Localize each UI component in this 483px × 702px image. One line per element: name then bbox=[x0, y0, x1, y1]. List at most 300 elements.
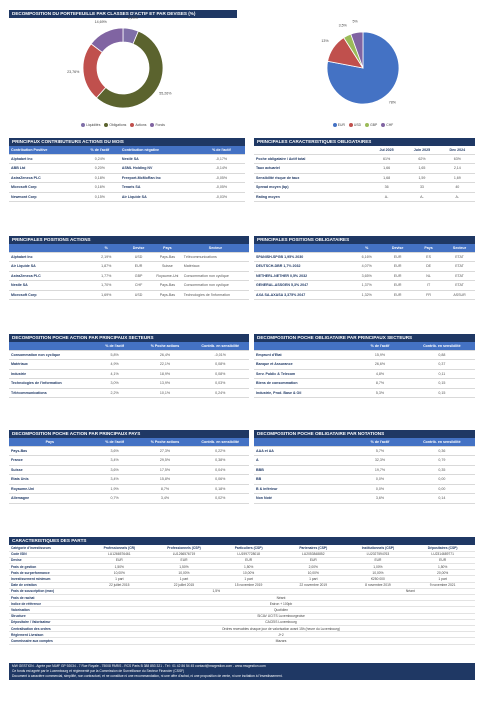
table-row bbox=[254, 388, 475, 398]
pie-data-label: 3,5% bbox=[338, 23, 347, 28]
cell: NETHERL-NETHER 0,5% 2032 bbox=[254, 271, 351, 281]
legend-label: CHF bbox=[386, 123, 394, 127]
cell: LU1266576461 bbox=[87, 551, 152, 557]
pie-data-label: 5% bbox=[352, 19, 358, 24]
cell: 0,00 bbox=[409, 475, 475, 485]
cell: 4,07% bbox=[351, 262, 382, 272]
cell: -0,03% bbox=[198, 192, 245, 202]
table-row bbox=[9, 388, 249, 398]
cell: 1 part bbox=[410, 576, 475, 582]
cell: 0,15% bbox=[80, 192, 120, 202]
legend-swatch bbox=[381, 123, 385, 127]
share-classes-panel bbox=[9, 537, 475, 645]
table-row bbox=[254, 475, 475, 485]
row-label: Dépositaire / Valorisateur bbox=[9, 619, 87, 625]
cell: Matériaux bbox=[9, 360, 91, 370]
legend-item bbox=[333, 123, 345, 127]
col-header bbox=[254, 146, 369, 154]
cell: AstraZeneca PLC bbox=[9, 173, 80, 183]
table-row bbox=[9, 638, 475, 644]
cell: 63% bbox=[440, 154, 475, 164]
col-header bbox=[9, 342, 91, 350]
cell: 29,5% bbox=[139, 456, 192, 466]
legend-item bbox=[81, 123, 100, 127]
cell: Freeport-McMoRan Inc bbox=[120, 173, 198, 183]
col-header bbox=[9, 244, 88, 252]
col-header: Contribution Positive bbox=[9, 146, 80, 154]
cell: Tenaris SA bbox=[120, 183, 198, 193]
row-label: Règlement Livraison bbox=[9, 632, 87, 638]
contributors-panel bbox=[9, 138, 245, 202]
cell: LU1997728018 bbox=[216, 551, 281, 557]
cell: 6,16% bbox=[351, 252, 382, 262]
row-label: Frais de souscription (max) bbox=[9, 588, 87, 594]
cell: 1,37% bbox=[351, 281, 382, 291]
bond-characteristics-panel bbox=[254, 138, 475, 202]
cell: SICAV UCITS Luxembourgeoise bbox=[87, 613, 475, 619]
cell: 1,66 bbox=[369, 164, 404, 174]
cell: EUR bbox=[382, 290, 413, 300]
legend-label: Liquidités bbox=[86, 123, 101, 127]
footer-address: MW GESTION - Agrée par l'AMF GP 92034 - 7 Rue Royale - 75008 PARIS - RCS Paris B 388 853 321 - Tél : 01 42 86 54 45 contact@mwgestion.com - www.mwgestion.com bbox=[12, 664, 266, 668]
legend-item bbox=[381, 123, 393, 127]
table-row bbox=[9, 290, 249, 300]
table-row bbox=[9, 164, 245, 174]
cell: 0,36 bbox=[409, 446, 475, 456]
col-header: Pays bbox=[153, 244, 182, 252]
cell: 20,00% bbox=[410, 570, 475, 576]
cell: USD bbox=[124, 252, 153, 262]
col-header: % bbox=[351, 244, 382, 252]
cell: 0,24% bbox=[191, 388, 249, 398]
cell: 3,65% bbox=[351, 271, 382, 281]
cell: -0,01% bbox=[191, 350, 249, 360]
row-label: Commissaire aux comptes bbox=[9, 638, 87, 644]
bond-characteristics-title: PRINCIPALES CARACTERISTIQUES OBLIGATAIRES bbox=[254, 138, 475, 146]
cell: 0,06% bbox=[191, 475, 249, 485]
cell: 33 bbox=[404, 183, 439, 193]
cell: 18,9% bbox=[139, 369, 192, 379]
bond-sectors-panel bbox=[254, 334, 475, 398]
table-row bbox=[9, 379, 249, 389]
col-header: Contrib. en sensibilité bbox=[409, 342, 475, 350]
table-row bbox=[254, 350, 475, 360]
equity-countries-header bbox=[9, 438, 249, 446]
table-row bbox=[254, 271, 475, 281]
cell: 0,11 bbox=[409, 369, 475, 379]
cell: Consommation non cyclique bbox=[182, 271, 249, 281]
col-header: Contribution négative bbox=[120, 146, 198, 154]
col-header bbox=[254, 342, 351, 350]
currency-panel bbox=[252, 10, 474, 128]
cell: Etats Unis bbox=[9, 475, 91, 485]
row-label: Frais de rachat bbox=[9, 595, 87, 601]
cell: Rating moyen bbox=[254, 192, 369, 202]
table-row bbox=[9, 456, 249, 466]
cell: BB bbox=[254, 475, 351, 485]
cell: Néant bbox=[87, 595, 475, 601]
currency-legend bbox=[252, 123, 474, 127]
cell: 36 bbox=[369, 183, 404, 193]
row-label: Valorisation bbox=[9, 607, 87, 613]
cell: 8 novembre 2019 bbox=[346, 582, 411, 588]
cell: CACEIS Luxembourg bbox=[87, 619, 475, 625]
cell: GBP bbox=[124, 271, 153, 281]
cell: 0,04% bbox=[191, 465, 249, 475]
cell: ASML Holding NV bbox=[120, 164, 198, 174]
cell: EUR bbox=[216, 557, 281, 563]
cell: Particuliers (CSP) bbox=[216, 545, 281, 551]
equity-sectors-title: DECOMPOSITION POCHE ACTION PAR PRINCIPAUX SECTEURS bbox=[9, 334, 249, 342]
cell: 0,15 bbox=[409, 379, 475, 389]
equity-countries-title: DECOMPOSITION POCHE ACTION PAR PRINCIPAUX PAYS bbox=[9, 430, 249, 438]
cell: Industrie, Prod. Base & Oil bbox=[254, 388, 351, 398]
legend-item bbox=[150, 123, 164, 127]
cell: 3,4% bbox=[91, 475, 139, 485]
equity-positions-header bbox=[9, 244, 249, 252]
cell: LU2027594763 bbox=[346, 551, 411, 557]
cell: -0,14% bbox=[198, 164, 245, 174]
legend-label: Actions bbox=[135, 123, 147, 127]
cell: 22 novembre 2019 bbox=[281, 582, 346, 588]
cell: LU2314689771 bbox=[410, 551, 475, 557]
legend-item bbox=[349, 123, 361, 127]
cell: 5,3% bbox=[351, 388, 408, 398]
cell: AstraZeneca PLC bbox=[9, 271, 88, 281]
cell: 22 juillet 2015 bbox=[87, 582, 152, 588]
asset-class-pie bbox=[9, 15, 237, 118]
row-label: Frais de gestion bbox=[9, 564, 87, 570]
bond-sectors-title: DECOMPOSITION POCHE OBLIGATAIRE PAR PRINCIPAUX SECTEURS bbox=[254, 334, 475, 342]
cell: Professionnels (CR) bbox=[87, 545, 152, 551]
cell: Quotidien bbox=[87, 607, 475, 613]
bond-ratings-title: DECOMPOSITION POCHE OBLIGATAIRE PAR NOTATIONS bbox=[254, 430, 475, 438]
cell: 22,1% bbox=[139, 360, 192, 370]
cell: 1,68 bbox=[369, 173, 404, 183]
cell: 2,2% bbox=[91, 388, 139, 398]
cell: 40 bbox=[440, 183, 475, 193]
row-label: Devise bbox=[9, 557, 87, 563]
cell: 22 juillet 2015 bbox=[152, 582, 217, 588]
cell: 32,3% bbox=[351, 456, 408, 466]
cell: 2,00% bbox=[281, 564, 346, 570]
col-header: % de l'actif bbox=[198, 146, 245, 154]
equity-countries-table bbox=[9, 438, 249, 504]
cell: 1,5% bbox=[87, 588, 346, 594]
cell: 1,70% bbox=[88, 281, 124, 291]
cell: Emprunt d'Etat bbox=[254, 350, 351, 360]
table-row bbox=[9, 173, 245, 183]
cell: 10,00% bbox=[87, 570, 152, 576]
pie-data-label: 55,26% bbox=[159, 91, 172, 96]
cell: ASSUR bbox=[444, 290, 475, 300]
cell: Néant bbox=[346, 588, 475, 594]
cell: Consommation non cyclique bbox=[182, 281, 249, 291]
contributors-title: PRINCIPAUX CONTRIBUTEURS ACTIONS DU MOIS bbox=[9, 138, 245, 146]
cell: Mazars bbox=[87, 638, 475, 644]
share-classes-title: CARACTERISTIQUES DES PARTS bbox=[9, 537, 475, 545]
cell: 0,08% bbox=[191, 369, 249, 379]
col-header: % Poche actions bbox=[139, 342, 192, 350]
col-header: % de l'actif bbox=[91, 438, 139, 446]
equity-positions-table bbox=[9, 244, 249, 300]
cell: France bbox=[9, 456, 91, 466]
cell: Estron + 100pb bbox=[87, 601, 475, 607]
legend-label: EUR bbox=[337, 123, 345, 127]
legend-item bbox=[104, 123, 126, 127]
bond-characteristics-header bbox=[254, 146, 475, 154]
row-label: Catégorie d'investisseurs bbox=[9, 545, 87, 551]
cell: 0,16% bbox=[80, 183, 120, 193]
cell: B & inférieur bbox=[254, 484, 351, 494]
pie-data-label: 23,76% bbox=[67, 69, 80, 74]
cell: EUR bbox=[281, 557, 346, 563]
table-row bbox=[254, 281, 475, 291]
allocation-title: DECOMPOSITION DU PORTEFEUILLE PAR CLASSES D'ACTIF ET PAR DEVISES (%) bbox=[9, 10, 237, 18]
bond-ratings-panel bbox=[254, 430, 475, 504]
table-row bbox=[9, 183, 245, 193]
cell: 19,7% bbox=[351, 465, 408, 475]
cell: 15,8% bbox=[139, 475, 192, 485]
cell: Pays-Bas bbox=[153, 290, 182, 300]
row-label: Structure bbox=[9, 613, 87, 619]
cell: 1,87% bbox=[88, 262, 124, 272]
allocation-panel bbox=[9, 10, 237, 128]
cell: 26,6% bbox=[351, 360, 408, 370]
cell: 1,50% bbox=[87, 564, 152, 570]
table-row bbox=[254, 456, 475, 466]
cell: 2,14 bbox=[440, 164, 475, 174]
cell: 0,08% bbox=[191, 360, 249, 370]
cell: 9 novembre 2021 bbox=[410, 582, 475, 588]
cell: Air Liquide SA bbox=[9, 262, 88, 272]
legend-swatch bbox=[365, 123, 369, 127]
cell: Matériaux bbox=[182, 262, 249, 272]
cell: 0,37 bbox=[409, 360, 475, 370]
cell: CHF bbox=[124, 281, 153, 291]
cell: AAA et AA bbox=[254, 446, 351, 456]
cell: LU1266576719 bbox=[152, 551, 217, 557]
cell: -0,17% bbox=[198, 154, 245, 164]
bond-positions-table bbox=[254, 244, 475, 300]
pie-data-label: 13% bbox=[321, 39, 329, 44]
cell: 5,7% bbox=[351, 446, 408, 456]
cell: 10,1% bbox=[139, 388, 192, 398]
cell: 1,50% bbox=[216, 564, 281, 570]
legend-swatch bbox=[150, 123, 154, 127]
col-header: Pays bbox=[413, 244, 444, 252]
cell: Nestle SA bbox=[9, 281, 88, 291]
legend-item bbox=[130, 123, 146, 127]
bond-characteristics-table bbox=[254, 146, 475, 202]
cell: 0,79 bbox=[409, 456, 475, 466]
cell: Sensibilité risque de taux bbox=[254, 173, 369, 183]
cell: 8,7% bbox=[139, 484, 192, 494]
cell: EUR bbox=[382, 252, 413, 262]
table-row bbox=[9, 494, 249, 504]
table-row bbox=[9, 271, 249, 281]
cell: Partenaires (CSP) bbox=[281, 545, 346, 551]
table-row bbox=[9, 281, 249, 291]
col-header: % de l'actif bbox=[80, 146, 120, 154]
equity-sectors-header bbox=[9, 342, 249, 350]
bond-sectors-table bbox=[254, 342, 475, 398]
cell: Ordres recevables chaque jour de valorisation avant 15h (heure du Luxembourg) bbox=[87, 625, 475, 631]
cell: 0,35 bbox=[409, 465, 475, 475]
cell: 0,02% bbox=[191, 494, 249, 504]
legend-label: USD bbox=[353, 123, 362, 127]
cell: FR bbox=[413, 290, 444, 300]
cell: 0,0% bbox=[351, 475, 408, 485]
cell: 1 part bbox=[87, 576, 152, 582]
cell: Alphabet Inc bbox=[9, 252, 88, 262]
cell: 1,59 bbox=[404, 173, 439, 183]
table-row bbox=[254, 379, 475, 389]
bond-ratings-table bbox=[254, 438, 475, 504]
cell: 0,18% bbox=[191, 484, 249, 494]
legend-swatch bbox=[130, 123, 134, 127]
cell: 0,24% bbox=[80, 154, 120, 164]
col-header bbox=[254, 438, 351, 446]
cell: 1 part bbox=[281, 576, 346, 582]
cell: 3,6% bbox=[351, 494, 408, 504]
currency-pie bbox=[252, 18, 474, 118]
bond-sectors-header bbox=[254, 342, 475, 350]
col-header: Contrib. en sensibilité bbox=[191, 438, 249, 446]
cell: A bbox=[254, 456, 351, 466]
table-row bbox=[254, 183, 475, 193]
cell: A- bbox=[404, 192, 439, 202]
col-header: Devise bbox=[124, 244, 153, 252]
cell: -0,05% bbox=[198, 173, 245, 183]
cell: ETAT bbox=[444, 262, 475, 272]
col-header: Devise bbox=[382, 244, 413, 252]
footer bbox=[9, 663, 475, 680]
cell: 2,19% bbox=[88, 252, 124, 262]
legend-item bbox=[365, 123, 377, 127]
contributors-header bbox=[9, 146, 245, 154]
cell: 1,00% bbox=[346, 564, 411, 570]
equity-sectors-table bbox=[9, 342, 249, 398]
col-header: Jul 2025 bbox=[369, 146, 404, 154]
cell: Allemagne bbox=[9, 494, 91, 504]
table-row bbox=[254, 252, 475, 262]
cell: Pays-Bas bbox=[153, 281, 182, 291]
cell: Consommation non cyclique bbox=[9, 350, 91, 360]
cell: Dépositaires (CSP) bbox=[410, 545, 475, 551]
cell: 1,50% bbox=[152, 564, 217, 570]
table-row bbox=[254, 484, 475, 494]
cell: Alphabet Inc bbox=[9, 154, 80, 164]
cell: Newmont Corp bbox=[9, 192, 80, 202]
table-row bbox=[254, 446, 475, 456]
cell: 4,1% bbox=[91, 369, 139, 379]
row-label: Date de création bbox=[9, 582, 87, 588]
table-row bbox=[9, 262, 249, 272]
cell: BBB bbox=[254, 465, 351, 475]
col-header: Juin 2025 bbox=[404, 146, 439, 154]
cell: 1,32% bbox=[351, 290, 382, 300]
bond-ratings-header bbox=[254, 438, 475, 446]
col-header: Pays bbox=[9, 438, 91, 446]
cell: A- bbox=[440, 192, 475, 202]
cell: 0,14 bbox=[409, 494, 475, 504]
cell: EUR bbox=[382, 262, 413, 272]
pie-data-label: 78% bbox=[388, 100, 396, 105]
cell: Pays-Bas bbox=[153, 252, 182, 262]
cell: 0,0% bbox=[351, 484, 408, 494]
col-header: % de l'actif bbox=[351, 438, 408, 446]
cell: 3,0% bbox=[91, 379, 139, 389]
cell: Poche obligataire / Actif total bbox=[254, 154, 369, 164]
cell: 1 part bbox=[152, 576, 217, 582]
footer-regulation: Ce fonds est agréé par le Luxembourg et réglementé par la Commission de Surveillance du Secteur Financier (CSSF) bbox=[12, 669, 185, 673]
pie-data-label: 14,69% bbox=[94, 20, 107, 25]
cell: 1,65 bbox=[404, 164, 439, 174]
cell: DE bbox=[413, 262, 444, 272]
footer-disclaimer: Document à caractère commercial, simplifié, non contractuel, et ne constitue ni une recommandation, ni une offre d'achat, ni une proposition de vente, ni une incitation à l'investissement. bbox=[12, 674, 283, 678]
equity-countries-panel bbox=[9, 430, 249, 504]
cell: 3,6% bbox=[91, 446, 139, 456]
pie-data-label: 6,29% bbox=[127, 15, 138, 20]
cell: Royaume-Uni bbox=[9, 484, 91, 494]
cell: 3,6% bbox=[91, 465, 139, 475]
cell: Taux actuariel bbox=[254, 164, 369, 174]
cell: EUR bbox=[382, 271, 413, 281]
cell: 13,9% bbox=[139, 379, 192, 389]
legend-label: Obligations bbox=[109, 123, 127, 127]
cell: Suisse bbox=[153, 262, 182, 272]
cell: EUR bbox=[410, 557, 475, 563]
table-row bbox=[254, 494, 475, 504]
bond-positions-title: PRINCIPALES POSITIONS OBLIGATAIRES bbox=[254, 236, 475, 244]
cell: ABB Ltd bbox=[9, 164, 80, 174]
table-row bbox=[254, 290, 475, 300]
cell: -0,05% bbox=[198, 183, 245, 193]
table-row bbox=[254, 164, 475, 174]
cell: IT bbox=[413, 281, 444, 291]
cell: ETAT bbox=[444, 271, 475, 281]
legend-label: GBP bbox=[370, 123, 378, 127]
cell: Suisse bbox=[9, 465, 91, 475]
cell: Technologies de l'information bbox=[9, 379, 91, 389]
col-header: Contrib. en sensibilité bbox=[191, 342, 249, 350]
cell: 10,00% bbox=[152, 570, 217, 576]
row-label: Code ISIN bbox=[9, 551, 87, 557]
table-row bbox=[254, 262, 475, 272]
col-header: Secteur bbox=[182, 244, 249, 252]
cell: 27,3% bbox=[139, 446, 192, 456]
cell: 0,20% bbox=[80, 164, 120, 174]
table-row bbox=[9, 369, 249, 379]
equity-positions-panel bbox=[9, 236, 249, 300]
cell: 15,9% bbox=[351, 350, 408, 360]
col-header: Secteur bbox=[444, 244, 475, 252]
cell: Nestlé SA bbox=[120, 154, 198, 164]
cell: Microsoft Corp bbox=[9, 290, 88, 300]
cell: 0,38% bbox=[191, 456, 249, 466]
table-row bbox=[9, 252, 249, 262]
legend-label: Fonds bbox=[155, 123, 165, 127]
cell: ETAT bbox=[444, 252, 475, 262]
cell: Télécommunications bbox=[9, 388, 91, 398]
table-row bbox=[9, 446, 249, 456]
table-row bbox=[9, 192, 245, 202]
cell: 8,7% bbox=[351, 379, 408, 389]
row-label: Centralisation des ordres bbox=[9, 625, 87, 631]
legend-swatch bbox=[81, 123, 85, 127]
cell: 17,5% bbox=[139, 465, 192, 475]
